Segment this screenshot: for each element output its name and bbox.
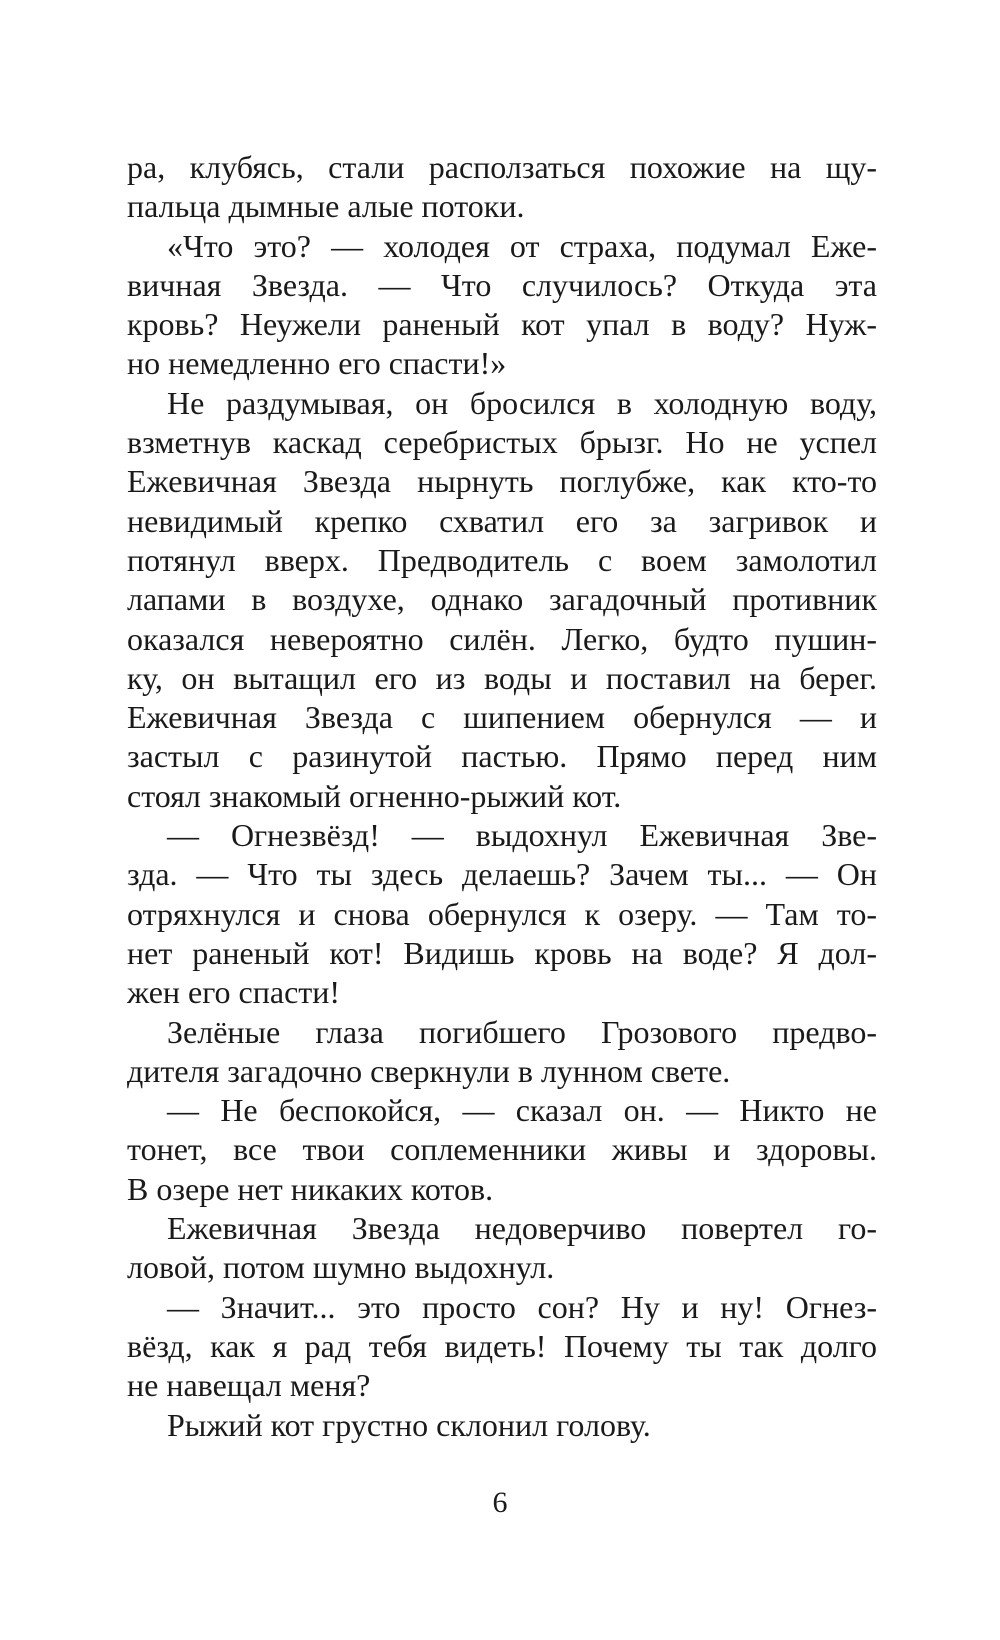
text-line: — Значит... это просто сон? Ну и ну! Огнез-	[167, 1288, 877, 1325]
text-line: кровь? Неужели раненый кот упал в воду? Нуж-	[127, 306, 877, 343]
text-line: жен его спасти!	[127, 974, 341, 1011]
text-line: но немедленно его спасти!»	[127, 345, 507, 382]
text-line: лапами в воздухе, однако загадочный противник	[127, 581, 877, 618]
text-line: дителя загадочно сверкнули в лунном свете.	[127, 1052, 731, 1089]
text-line: оказался невероятно силён. Легко, будто пушин-	[127, 620, 877, 657]
text-line: стоял знакомый огненно-рыжий кот.	[127, 777, 622, 814]
text-line: нет раненый кот! Видишь кровь на воде? Я дол-	[127, 934, 877, 971]
text-line: вичная Звезда. — Что случилось? Откуда эта	[127, 266, 877, 303]
text-line: ловой, потом шумно выдохнул.	[127, 1249, 555, 1286]
text-line: Ежевичная Звезда с шипением обернулся — и	[127, 699, 877, 736]
text-line: пальца дымные алые потоки.	[127, 188, 525, 225]
text-line: В озере нет никаких котов.	[127, 1170, 494, 1207]
text-line: Рыжий кот грустно склонил голову.	[167, 1406, 651, 1443]
text-line: «Что это? — холодея от страха, подумал Еже-	[167, 227, 877, 264]
text-line: взметнув каскад серебристых брызг. Но не успел	[127, 424, 877, 461]
text-line: отряхнулся и снова обернулся к озеру. — Там то-	[127, 895, 877, 932]
text-line: Зелёные глаза погибшего Грозового предво-	[167, 1013, 877, 1050]
body-text	[127, 148, 877, 1445]
text-line: тонет, все твои соплеменники живы и здоровы.	[127, 1131, 877, 1168]
text-line: вёзд, как я рад тебя видеть! Почему ты так долго	[127, 1327, 877, 1364]
text-line: — Не беспокойся, — сказал он. — Никто не	[167, 1092, 877, 1129]
text-line: ра, клубясь, стали расползаться похожие на щу-	[127, 149, 877, 185]
text-line: ку, он вытащил его из воды и поставил на берег.	[127, 659, 877, 696]
text-line: застыл с разинутой пастью. Прямо перед ним	[127, 738, 877, 775]
text-line: — Огнезвёзд! — выдохнул Ежевичная Зве-	[167, 817, 877, 854]
text-line: не навещал меня?	[127, 1367, 371, 1404]
text-line: Ежевичная Звезда недоверчиво повертел го-	[167, 1210, 877, 1247]
text-line: зда. — Что ты здесь делаешь? Зачем ты... — Он	[127, 856, 877, 893]
text-line: Не раздумывая, он бросился в холодную воду,	[167, 384, 877, 421]
text-line: невидимый крепко схватил его за загривок и	[127, 502, 877, 539]
page-number: 6	[492, 1486, 508, 1519]
text-line: Ежевичная Звезда нырнуть поглубже, как кто-то	[127, 463, 877, 500]
text-line: потянул вверх. Предводитель с воем замолотил	[127, 541, 877, 578]
